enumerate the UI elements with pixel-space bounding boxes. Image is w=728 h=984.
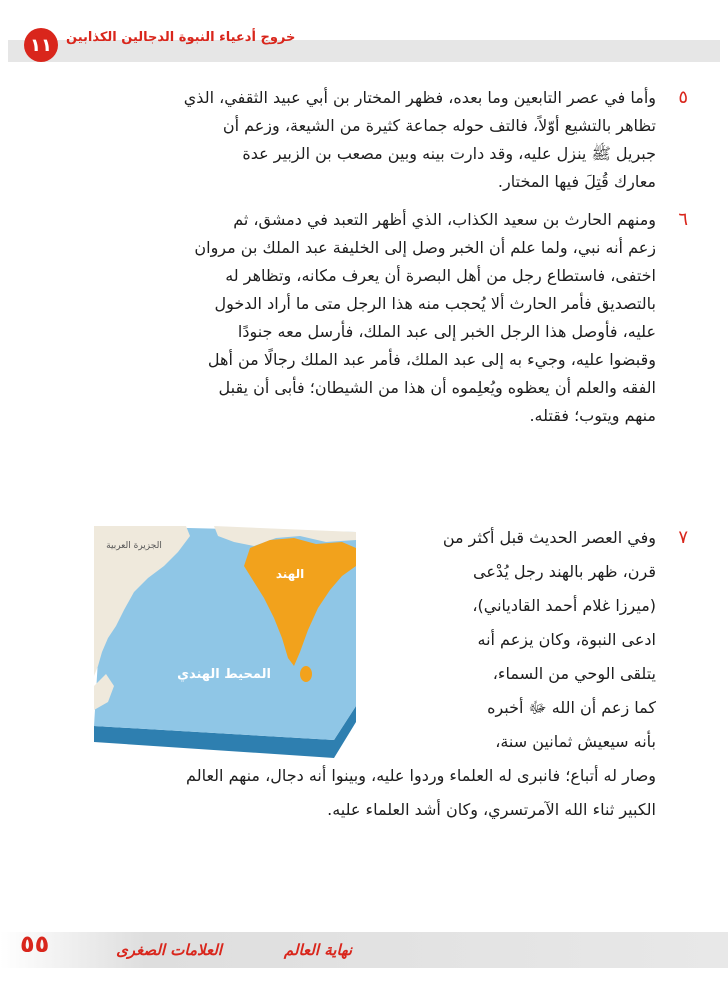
page-number: ٥٥ <box>20 930 50 958</box>
footer <box>0 928 728 968</box>
text-line: كما زعم أن الله ﷻ أخبره <box>487 698 656 717</box>
text-line: معارك قُتِلَ فيها المختار. <box>497 172 656 191</box>
text-line: بالتصديق فأمر الحارث ألا يُحجب منه هذا الرجل متى ما أراد الدخول <box>214 294 656 313</box>
paragraph-number: ٧ <box>678 527 688 548</box>
text-line: بأنه سيعيش ثمانين سنة، <box>495 732 656 751</box>
text-line: وفي العصر الحديث قبل أكثر من <box>442 528 656 547</box>
footer-tag-end-world: نهاية العالم <box>283 941 353 959</box>
text-line: ادعى النبوة، وكان يزعم أنه <box>477 630 656 649</box>
map-land-srilanka <box>300 666 312 682</box>
text-line: الكبير ثناء الله الآمرتسري، وكان أشد العلماء عليه. <box>327 800 656 819</box>
paragraph-6 <box>40 206 688 430</box>
text-line: وأما في عصر التابعين وما بعده، فظهر المختار بن أبي عبيد الثقفي، الذي <box>183 88 656 107</box>
header <box>0 10 728 54</box>
text-line: الفقه والعلم أن يعظوه ويُعلِموه أن هذا من الشيطان؛ فأبى أن يقبل <box>218 378 656 397</box>
text-line: وقبضوا عليه، وجيء به إلى عبد الملك، فأمر عبد الملك رجالًا من أهل <box>207 350 656 369</box>
text-line: منهم ويتوب؛ فقتله. <box>529 406 656 425</box>
paragraph-number: ٥ <box>678 87 688 108</box>
text-line: جبريل ﷺ ينزل عليه، وقد دارت بينه وبين مصعب بن الزبير عدة <box>242 144 656 163</box>
body-text <box>40 84 688 440</box>
chapter-badge: ١١ <box>24 28 58 62</box>
text-line: عليه، فأوصل هذا الرجل الخبر إلى عبد الملك، فأرسل معه جنودًا <box>237 322 656 341</box>
text-line: (ميرزا غلام أحمد القادياني)، <box>472 596 656 615</box>
text-line: قرن، ظهر بالهند رجل يُدْعى <box>473 562 656 581</box>
text-line: وصار له أتباع؛ فانبرى له العلماء وردوا عليه، وبينوا أنه دجال، منهم العالم <box>186 766 656 785</box>
text-line: اختفى، فاستطاع رجل من أهل البصرة أن يعرف مكانه، وتظاهر له <box>225 266 656 285</box>
paragraph-text <box>40 84 656 196</box>
text-line: يتلقى الوحي من السماء، <box>492 664 656 683</box>
map-label-india: الهند <box>275 567 305 581</box>
text-line: ومنهم الحارث بن سعيد الكذاب، الذي أظهر التعبد في دمشق، ثم <box>233 210 656 229</box>
paragraph-text <box>40 206 656 430</box>
paragraph-5 <box>40 84 688 196</box>
text-line: تظاهر بالتشيع أوّلاً، فالتف حوله جماعة كثيرة من الشيعة، وزعم أن <box>222 116 656 135</box>
map-label-arabia: الجزيرة العربية <box>106 541 162 551</box>
footer-tag-small-signs: العلامات الصغرى <box>116 941 222 959</box>
paragraph-number: ٦ <box>678 209 688 230</box>
indian-ocean-map <box>94 526 356 758</box>
map-label-ocean: المحيط الهندي <box>177 667 271 682</box>
text-line: زعم أنه نبي، ولما علم أن الخبر وصل إلى الخليفة عبد الملك بن مروان <box>194 238 656 257</box>
running-title: خروج أدعياء النبوة الدجالين الكذابين <box>66 30 296 45</box>
